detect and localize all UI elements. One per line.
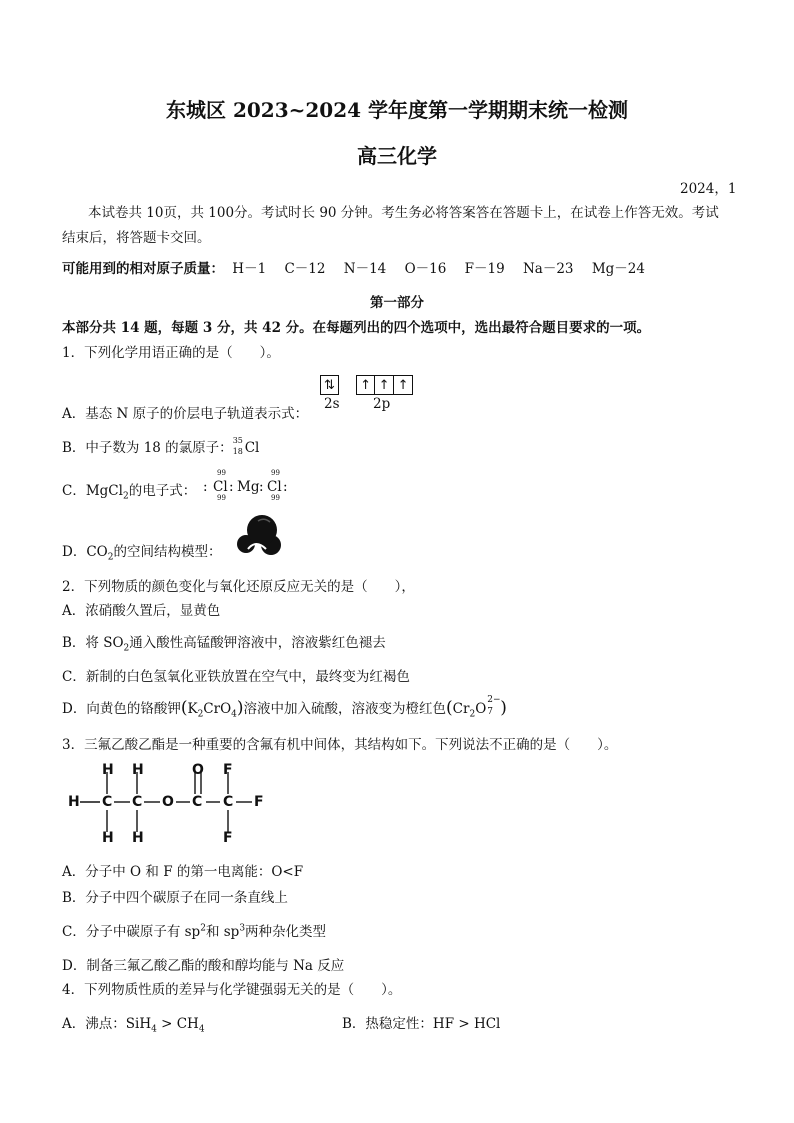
- q2-option-b-label: B．将 SO: [62, 635, 124, 651]
- q3-option-c-middle: 和 sp: [205, 924, 240, 940]
- q4-option-b: B．热稳定性：HF > HCl: [342, 1016, 501, 1032]
- dichromate-cr: Cr: [452, 701, 470, 717]
- k2cro4-k: K: [187, 701, 198, 717]
- chlorine-ion-left: Cl: [213, 479, 228, 495]
- nuclide-notation: [232, 435, 245, 456]
- dichromate-o: O: [475, 701, 487, 717]
- atomic-mass-na: Na－23: [522, 261, 574, 277]
- q1-option-a: A．基态 N 原子的价层电子轨道表示式：: [62, 406, 309, 422]
- atomic-mass-n: N－14: [343, 261, 387, 277]
- electron-dots-top-left: 99: [217, 469, 226, 477]
- part-title: 第一部分: [370, 295, 424, 311]
- sih4-subscript: 4: [151, 1024, 157, 1035]
- intro-line-2: 结束后，将答题卡交回。: [62, 230, 211, 246]
- electron-dots-bottom-right: 99: [271, 494, 280, 502]
- atom-o: O: [162, 794, 174, 810]
- q1-option-c: [62, 479, 196, 502]
- mgcl2-electron-formula: [203, 469, 295, 505]
- orbital-2p-label: 2p: [373, 396, 391, 412]
- nuclide-mass-number: 35: [232, 435, 243, 445]
- atom-c: C: [132, 794, 143, 810]
- q3-option-c: [62, 920, 326, 940]
- q1-option-b-text: B．中子数为 18 的氯原子：: [62, 440, 233, 456]
- q4-stem: 4．下列物质性质的差异与化学键强弱无关的是（ ）。: [62, 982, 402, 998]
- q4-option-a-label: A．沸点：SiH: [62, 1016, 152, 1032]
- dichromate-charge: 2−: [487, 695, 501, 705]
- q1-option-d-label: D．: [62, 544, 87, 560]
- atomic-mass-row: [62, 257, 645, 277]
- k2cro4-k-subscript: 2: [197, 709, 204, 720]
- q2-option-d: [62, 697, 507, 720]
- atom-h: H: [102, 762, 114, 778]
- atom-f: F: [254, 794, 264, 810]
- electron-colon: :: [203, 479, 208, 495]
- atom-c: C: [223, 794, 234, 810]
- ch4-subscript: 4: [198, 1024, 205, 1035]
- atom-c: C: [102, 794, 113, 810]
- q1-option-d-text: 的空间结构模型：: [113, 544, 222, 560]
- electron-colon: :: [229, 479, 234, 495]
- paren-close: ): [236, 698, 244, 718]
- q3-option-c-text: 两种杂化类型: [245, 924, 327, 940]
- co2-formula: CO: [86, 544, 108, 560]
- paren-open: (: [446, 698, 453, 718]
- orbital-2p-group: [356, 375, 413, 395]
- q1-option-c-label: C．: [62, 483, 86, 499]
- q1-option-b: [62, 436, 259, 456]
- atomic-mass-o: O－16: [404, 261, 447, 277]
- dichromate-charge-block: [486, 695, 501, 717]
- chlorine-ion-right: Cl: [267, 479, 282, 495]
- atomic-mass-label: 可能用到的相对原子质量：: [62, 261, 224, 277]
- molecular-model-image: [236, 513, 286, 557]
- exam-subject: 高三化学: [357, 144, 437, 168]
- exam-date: 2024，1: [680, 181, 737, 197]
- sp2-superscript: 2: [200, 923, 206, 934]
- q2-option-b: [62, 631, 386, 654]
- atomic-mass-f: F－19: [464, 261, 505, 277]
- orbital-2p-box: ↑: [356, 375, 375, 395]
- q4-option-a-middle: > CH: [156, 1016, 199, 1032]
- atomic-mass-c: C－12: [284, 261, 326, 277]
- q3-option-b: B．分子中四个碳原子在同一条直线上: [62, 890, 288, 906]
- q1-option-c-text: 的电子式：: [128, 483, 197, 499]
- q1-option-d: [62, 540, 221, 563]
- so2-subscript: 2: [123, 643, 130, 654]
- co2-subscript: 2: [107, 552, 114, 563]
- k2cro4-cro: CrO: [203, 701, 232, 717]
- k2cro4-o-subscript: 4: [231, 709, 237, 720]
- dichromate-o-subscript: 7: [487, 707, 494, 717]
- magnesium-ion: Mg: [237, 479, 260, 495]
- q3-option-d: D．制备三氟乙酸乙酯的酸和醇均能与 Na 反应: [62, 958, 345, 974]
- q2-option-b-text: 通入酸性高锰酸钾溶液中，溶液紫红色褪去: [129, 635, 386, 651]
- paren-open: (: [180, 698, 188, 718]
- q3-option-c-label: C．分子中碳原子有 sp: [62, 924, 201, 940]
- exam-title: 东城区 2023~2024 学年度第一学期期末统一检测: [165, 98, 628, 122]
- q3-stem: 3．三氟乙酸乙酯是一种重要的含氟有机中间体，其结构如下。下列说法不正确的是（ ）。: [62, 737, 618, 753]
- electron-dots-top-right: 99: [271, 469, 280, 477]
- dichromate-cr-subscript: 2: [469, 709, 476, 720]
- electron-dots-bottom-left: 99: [217, 494, 226, 502]
- nuclide-atomic-number: 18: [232, 446, 243, 456]
- atomic-mass-mg: Mg－24: [591, 261, 645, 277]
- intro-line-1: 本试卷共 10页，共 100分。考试时长 90 分钟。考生务必将答案答在答题卡上，在试卷上作答无效。考试: [88, 205, 719, 221]
- mgcl2-formula: MgCl: [85, 483, 123, 499]
- atom-o: O: [192, 762, 204, 778]
- atom-h: H: [102, 830, 114, 846]
- nuclide-symbol: Cl: [244, 440, 260, 456]
- atom-c: C: [192, 794, 203, 810]
- paren-close: ): [500, 698, 507, 718]
- part-instruction: 本部分共 14 题，每题 3 分，共 42 分。在每题列出的四个选项中，选出最符合题目要求的一项。: [62, 320, 651, 336]
- q2-option-d-text: D．向黄色的铬酸钾: [62, 701, 181, 717]
- q2-option-c: C．新制的白色氢氧化亚铁放置在空气中，最终变为红褐色: [62, 669, 410, 685]
- q2-stem: 2．下列物质的颜色变化与氧化还原反应无关的是（ ），: [62, 579, 415, 595]
- atomic-mass-h: H－1: [232, 261, 267, 277]
- orbital-2p-box: ↑: [375, 375, 394, 395]
- q2-option-d-middle: 溶液中加入硫酸，溶液变为橙红色: [243, 701, 447, 717]
- electron-colon: :: [259, 479, 264, 495]
- q4-option-a: [62, 1012, 205, 1035]
- orbital-2p-box: ↑: [394, 375, 413, 395]
- atom-h: H: [132, 762, 144, 778]
- mgcl2-subscript: 2: [122, 491, 129, 502]
- atom-f: F: [223, 762, 233, 778]
- q1-stem: 1．下列化学用语正确的是（ ）。: [62, 345, 280, 361]
- q3-option-a: A．分子中 O 和 F 的第一电离能：O<F: [62, 864, 304, 880]
- q2-option-a: A．浓硝酸久置后，显黄色: [62, 603, 221, 619]
- electron-colon: :: [283, 479, 288, 495]
- atom-f: F: [223, 830, 233, 846]
- q1-orbital-diagram: [320, 374, 413, 395]
- orbital-2s-label: 2s: [324, 396, 340, 412]
- atom-h: H: [132, 830, 144, 846]
- orbital-2s-box: ⇅: [320, 375, 339, 395]
- atom-h: H: [68, 794, 80, 810]
- sp3-superscript: 3: [239, 923, 246, 934]
